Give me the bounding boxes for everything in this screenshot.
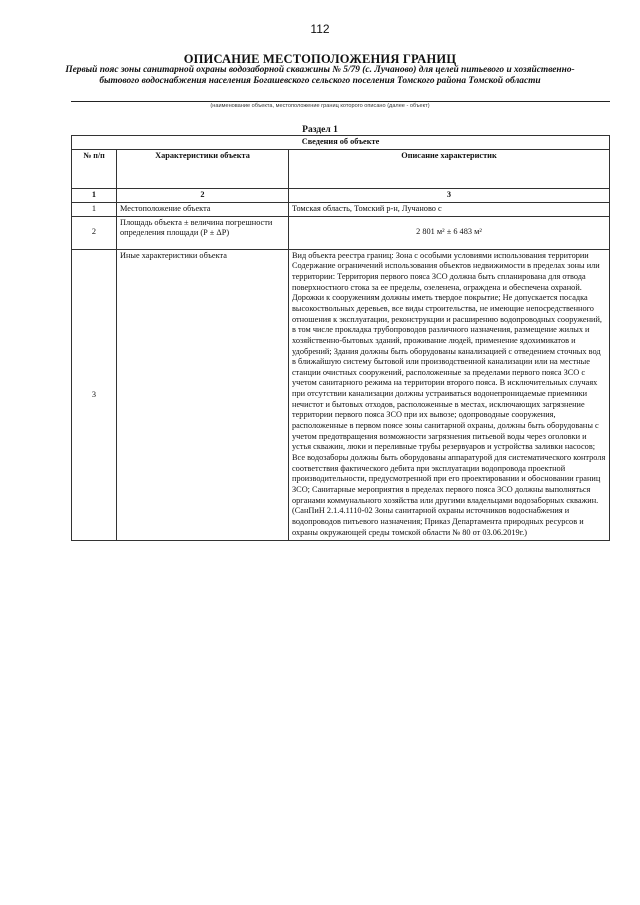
row-number: 1 [72, 202, 117, 216]
table-column-index-row [72, 189, 610, 203]
document-title: ОПИСАНИЕ МЕСТОПОЛОЖЕНИЯ ГРАНИЦ [183, 52, 457, 66]
column-header-number: № п/п [72, 150, 117, 189]
row-characteristic: Площадь объекта ± величина погрешности определения площади (Р ± ΔР) [117, 216, 289, 249]
column-index: 1 [72, 189, 117, 203]
table-row [72, 249, 610, 541]
row-description: Томская область, Томский р-н, Лучаново с [289, 202, 610, 216]
section-title: Раздел 1 [302, 125, 338, 135]
row-description: Вид объекта реестра границ: Зона с особыми условиями использования территории Содержание ограничений использования объектов недвижимости в пределах зоны или территории: Территория первого пояса ЗСО должна быть спланирована для отвода поверхностного стока за ее пределы, озеленена, ограждена и обеспечена охраной. Дорожки к сооружениям должны иметь твердое покрытие; Не допускается посадка высокоствольных деревьев, все виды строительства, не имеющие непосредственного отношения к эксплуатации, реконструкции и расширению водопроводных сооружений, в том числе прокладка трубопроводов различного назначения, размещение жилых и хозяйственно-бытовых зданий, проживание людей, применение ядохимикатов и удобрений; Здания должны быть оборудованы канализацией с отведением сточных вод в ближайшую систему бытовой или производственной канализации или на местные станции очистных сооружений, расположенные за пределами первого пояса ЗСО с учетом санитарного режима на территории второго пояса. В исключительных случаях при отсутствии канализации должны устраиваться водонепроницаемые приемники нечистот и бытовых отходов, расположенные в местах, исключающих загрязнение территории первого пояса ЗСО при их вывозе; одопроводные сооружения, расположенные в первом поясе зоны санитарной охраны, должны быть оборудованы с учетом предотвращения возможности загрязнения питьевой воды через оголовки и устья скважин, люки и переливные трубы резервуаров и устройства заливки насосов; Все водозаборы должны быть оборудованы аппаратурой для систематического контроля соответствия фактического дебита при эксплуатации водопровода проектной производительности, предусмотренной при его проектировании и обосновании границ ЗСО; Санитарные мероприятия в пределах первого пояса ЗСО должны выполняться органами коммунального хозяйства или другими владельцами водозаборных скважин. (СанПиН 2.1.4.1110-02 Зоны санитарной охраны источников водоснабжения и водопроводов питьевого назначения; Приказ Департамента природных ресурсов и охраны окружающей среды томской области № 80 от 03.06.2019г.) [289, 249, 610, 541]
info-header: Сведения об объекте [72, 136, 610, 150]
row-characteristic: Иные характеристики объекта [117, 249, 289, 541]
table-info-header-row [72, 136, 610, 150]
page-number: 112 [310, 22, 330, 36]
title-underline [71, 101, 610, 102]
table-row [72, 216, 610, 249]
object-info-table [71, 135, 610, 541]
row-description: 2 801 м² ± 6 483 м² [289, 216, 610, 249]
row-number: 2 [72, 216, 117, 249]
column-index: 2 [117, 189, 289, 203]
document-subtitle: Первый пояс зоны санитарной охраны водозаборной скважины № 5/79 (с. Лучаново) для целей питьевого и хозяйственно-бытового водоснабжения населения Богашевского сельского поселения Томского района Томской области [65, 65, 575, 87]
table-column-header-row [72, 150, 610, 189]
row-number: 3 [72, 249, 117, 541]
underline-caption: (наименование объекта, местоположение границ которого описано (далее - объект) [210, 103, 430, 109]
table-row [72, 202, 610, 216]
row-characteristic: Местоположение объекта [117, 202, 289, 216]
column-index: 3 [289, 189, 610, 203]
column-header-description: Описание характеристик [289, 150, 610, 189]
column-header-characteristic: Характеристики объекта [117, 150, 289, 189]
